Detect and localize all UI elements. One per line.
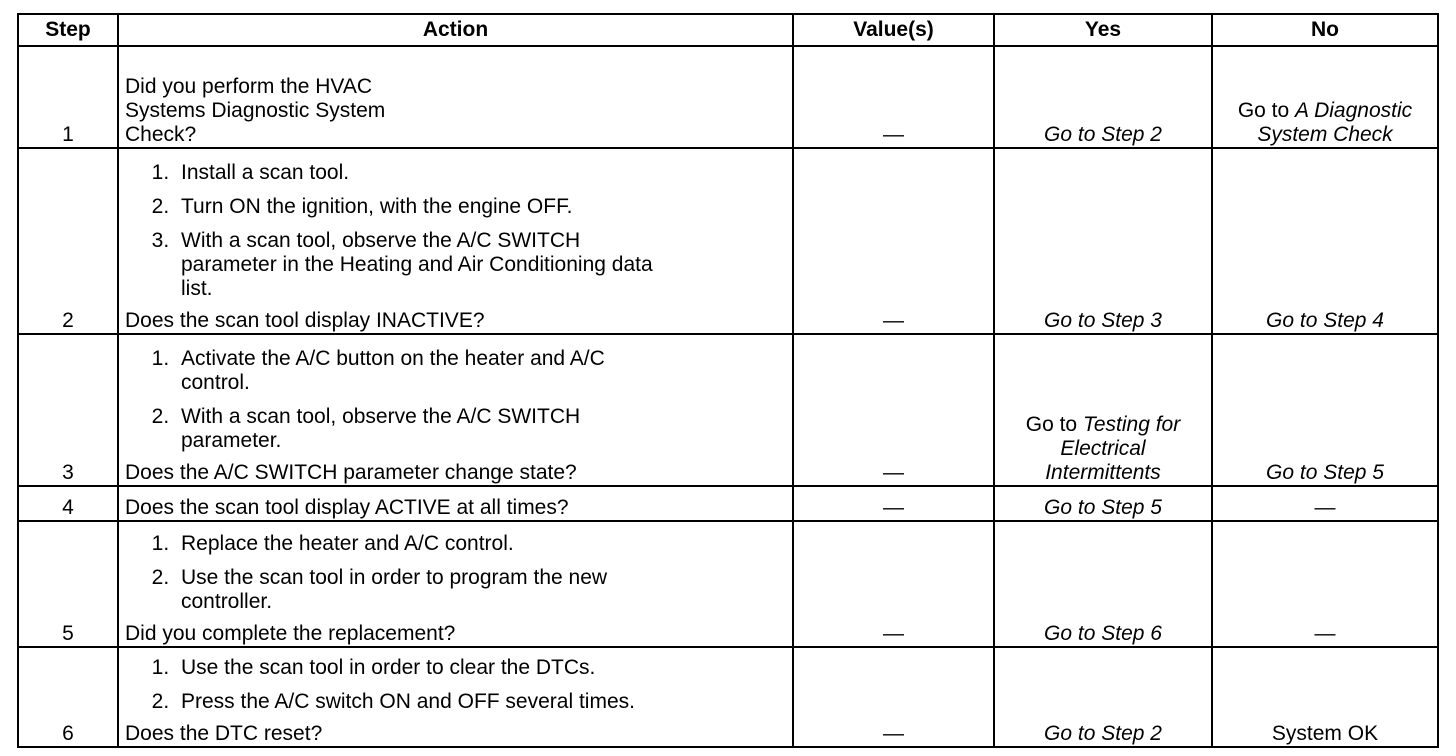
- header-no: No: [1212, 14, 1438, 46]
- action-question: Does the scan tool display ACTIVE at all times?: [125, 496, 569, 519]
- action-item: 3. With a scan tool, observe the A/C SWITCH parameter in the Heating and Air Conditioning data list.: [175, 229, 786, 301]
- table-row: [18, 334, 1438, 486]
- no-link: A Diagnostic System Check: [1257, 99, 1413, 146]
- action-item: 2. Use the scan tool in order to program the new controller.: [175, 566, 786, 614]
- action-question: Did you perform the HVAC Systems Diagnostic System Check?: [125, 75, 386, 146]
- step-number: 5: [18, 521, 118, 647]
- value-cell: [793, 334, 994, 486]
- no-cell: System OK: [1212, 647, 1438, 747]
- action-item: 1. Activate the A/C button on the heater and A/C control.: [175, 347, 786, 395]
- value-cell: [793, 647, 994, 747]
- no-prefix: Go to: [1237, 99, 1296, 122]
- table-row: [18, 647, 1438, 747]
- step-number: 1: [18, 46, 118, 148]
- action-item: 1. Use the scan tool in order to clear the DTCs.: [175, 656, 786, 680]
- step-number: 6: [18, 647, 118, 747]
- yes-cell: Go to Step 3: [994, 148, 1212, 334]
- value-dash: —: [883, 722, 904, 745]
- action-cell: [118, 486, 793, 521]
- yes-cell: [994, 334, 1212, 486]
- action-cell: [118, 647, 793, 747]
- action-item: 2. Turn ON the ignition, with the engine OFF.: [175, 195, 786, 219]
- action-cell: [118, 521, 793, 647]
- yes-cell: Go to Step 5: [994, 486, 1212, 521]
- step-number: 4: [18, 486, 118, 521]
- yes-cell: Go to Step 2: [994, 46, 1212, 148]
- action-steps: [125, 161, 786, 301]
- diagnostic-table: [17, 13, 1439, 748]
- value-dash: —: [883, 496, 904, 519]
- yes-cell: Go to Step 2: [994, 647, 1212, 747]
- action-question: Did you complete the replacement?: [125, 622, 456, 645]
- value-dash: —: [883, 123, 904, 146]
- action-steps: [125, 656, 786, 714]
- action-item: 2. Press the A/C switch ON and OFF several times.: [175, 690, 786, 714]
- step-number: 2: [18, 148, 118, 334]
- header-step: Step: [18, 14, 118, 46]
- value-cell: [793, 521, 994, 647]
- action-steps: [125, 347, 786, 453]
- action-item: 2. With a scan tool, observe the A/C SWITCH parameter.: [175, 405, 786, 453]
- value-dash: —: [883, 461, 904, 484]
- step-number: 3: [18, 334, 118, 486]
- action-question: Does the DTC reset?: [125, 722, 323, 745]
- action-question: Does the A/C SWITCH parameter change state?: [125, 461, 577, 484]
- no-cell: [1212, 46, 1438, 148]
- action-cell: [118, 148, 793, 334]
- yes-prefix: Go to: [1025, 413, 1083, 436]
- header-yes: Yes: [994, 14, 1212, 46]
- action-item: 1. Install a scan tool.: [175, 161, 786, 185]
- no-cell: Go to Step 5: [1212, 334, 1438, 486]
- value-cell: [793, 148, 994, 334]
- table-row: [18, 46, 1438, 148]
- action-steps: [125, 532, 786, 614]
- no-cell: —: [1212, 486, 1438, 521]
- table-row: [18, 148, 1438, 334]
- no-cell: Go to Step 4: [1212, 148, 1438, 334]
- action-item: 1. Replace the heater and A/C control.: [175, 532, 786, 556]
- header-values: Value(s): [793, 14, 994, 46]
- action-cell: [118, 334, 793, 486]
- value-cell: [793, 486, 994, 521]
- header-action: Action: [118, 14, 793, 46]
- value-dash: —: [883, 622, 904, 645]
- header-row: [18, 14, 1438, 46]
- yes-link: Testing for Electrical Intermittents: [1045, 413, 1181, 484]
- value-cell: [793, 46, 994, 148]
- no-cell: —: [1212, 521, 1438, 647]
- action-question: Does the scan tool display INACTIVE?: [125, 309, 485, 332]
- table-row: [18, 486, 1438, 521]
- action-cell: [118, 46, 793, 148]
- yes-cell: Go to Step 6: [994, 521, 1212, 647]
- table-row: [18, 521, 1438, 647]
- value-dash: —: [883, 309, 904, 332]
